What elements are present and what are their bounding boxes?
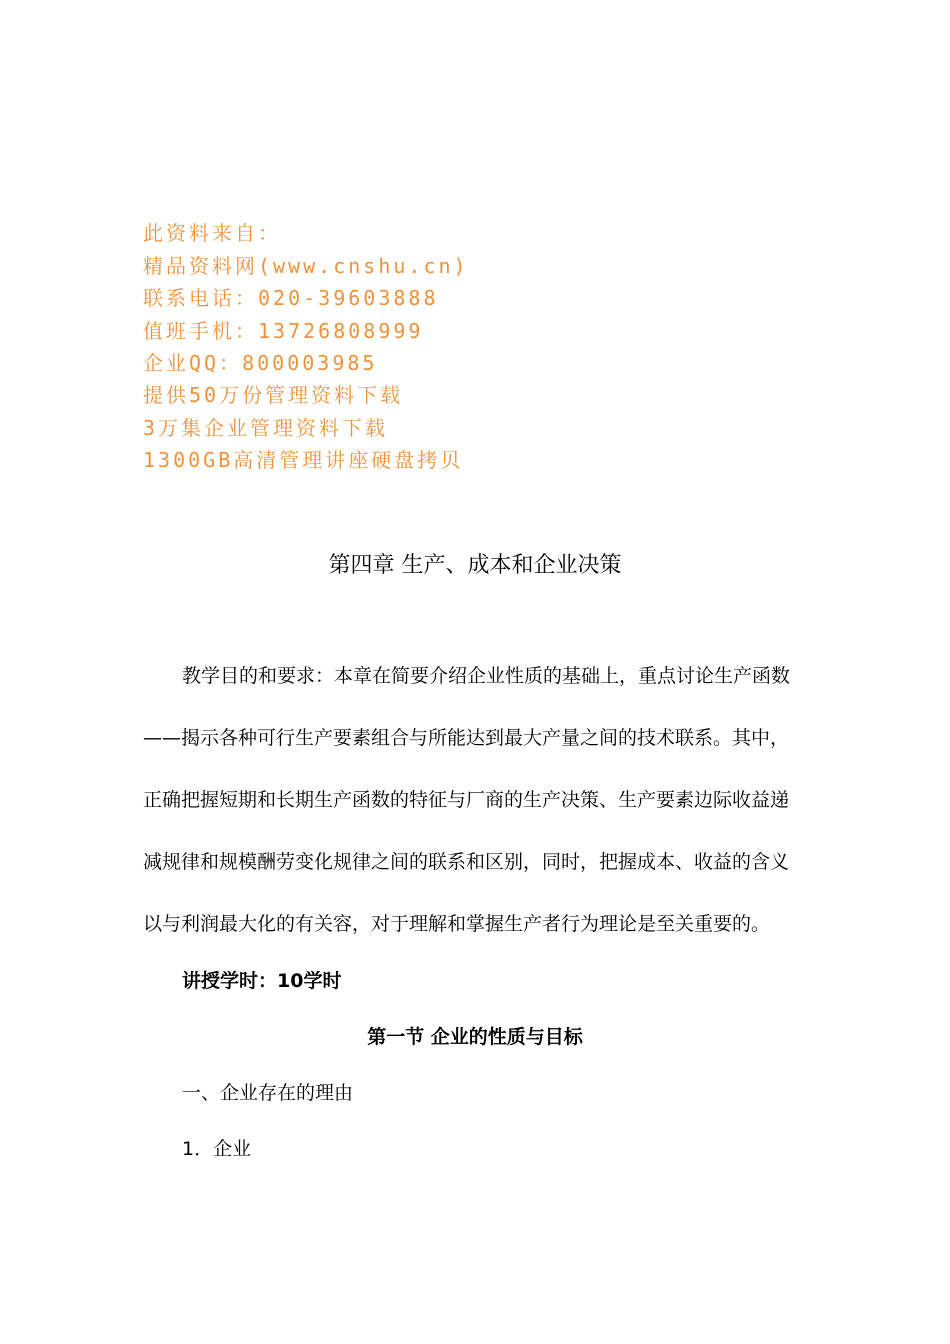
source-line: 此资料来自： [143,221,281,245]
list-item: 1．企业 [182,1138,252,1160]
intro-line: 教学目的和要求：本章在简要介绍企业性质的基础上，重点讨论生产函数 [182,665,791,687]
source-line: 值班手机：13726808999 [143,319,424,343]
source-line: 企业QQ：800003985 [143,351,378,375]
source-line: 精品资料网(www.cnshu.cn) [143,254,469,278]
intro-line: ——揭示各种可行生产要素组合与所能达到最大产量之间的技术联系。其中， [143,727,790,749]
section-title: 第一节 企业的性质与目标 [367,1026,583,1048]
source-line: 提供50万份管理资料下载 [143,383,404,407]
source-line: 1300GB高清管理讲座硬盘拷贝 [143,448,464,472]
intro-line: 正确把握短期和长期生产函数的特征与厂商的生产决策、生产要素边际收益递 [143,789,790,811]
intro-line: 以与利润最大化的有关容，对于理解和掌握生产者行为理论是至关重要的。 [143,913,771,935]
source-line: 联系电话：020-39603888 [143,286,439,310]
teaching-hours: 讲授学时：10学时 [182,970,342,992]
intro-line: 减规律和规模酬劳变化规律之间的联系和区别，同时，把握成本、收益的含义 [143,851,790,873]
subheading: 一、企业存在的理由 [182,1082,354,1104]
chapter-title: 第四章 生产、成本和企业决策 [328,553,622,578]
source-line: 3万集企业管理资料下载 [143,416,389,440]
